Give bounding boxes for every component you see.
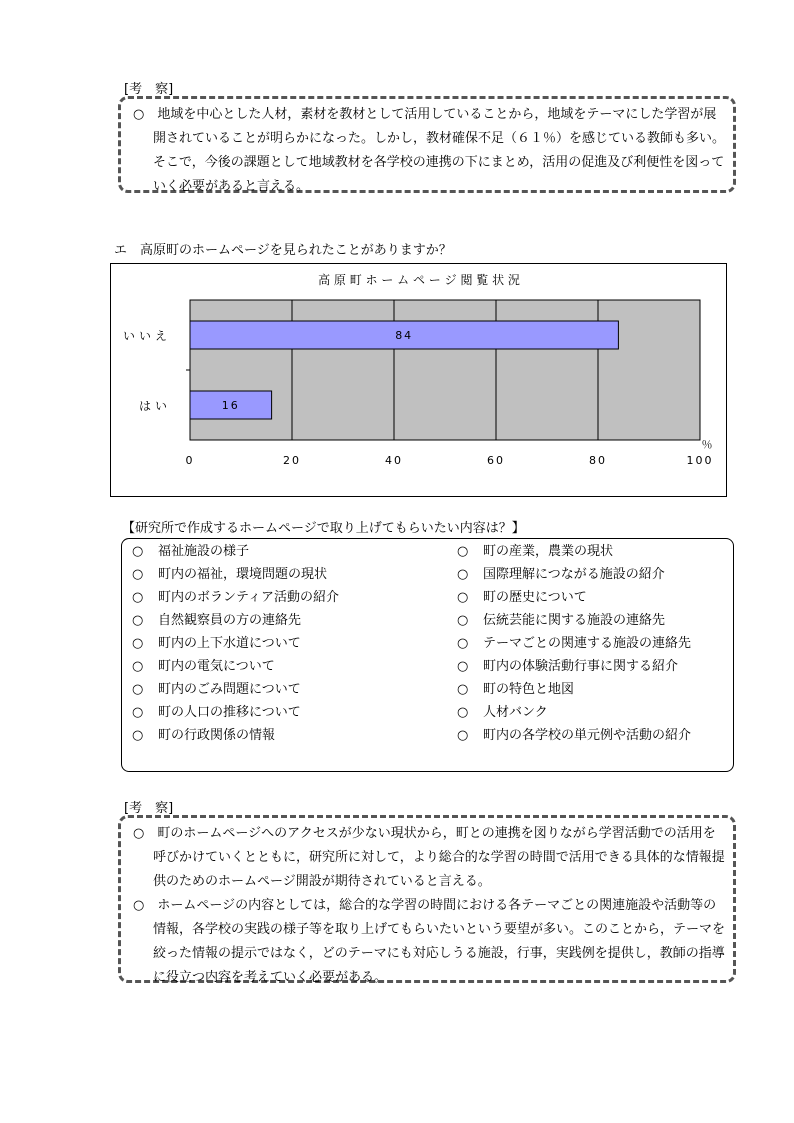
circle-marker: ○ xyxy=(457,567,469,582)
list-item xyxy=(457,609,691,632)
chart-title: 高 原 町 ホ ー ム ペ ー ジ 閲 覧 状 況 xyxy=(318,273,520,287)
list-item-text: 福祉施設の様子 xyxy=(158,544,250,559)
list-item-text: 町内の電気について xyxy=(158,659,275,674)
list-item-text: 町の歴史について xyxy=(483,590,587,605)
list-item xyxy=(132,632,339,655)
list-item-text: 町内の各学校の単元例や活動の紹介 xyxy=(483,728,692,743)
circle-marker: ○ xyxy=(457,544,469,559)
bar-data-label: 16 xyxy=(221,399,240,412)
x-tick-label: 0 xyxy=(185,454,195,467)
x-tick-label: 100 xyxy=(686,454,714,467)
list-item xyxy=(457,724,691,747)
list-item xyxy=(132,609,339,632)
circle-marker: ○ xyxy=(457,590,469,605)
content-request-list xyxy=(121,538,734,772)
list-item-text: 町の特色と地図 xyxy=(483,682,575,697)
list-item xyxy=(132,563,339,586)
circle-marker: ○ xyxy=(457,728,469,743)
list-item-text: 自然観察員の方の連絡先 xyxy=(158,613,302,628)
list-item xyxy=(457,586,691,609)
circle-marker: ○ xyxy=(457,705,469,720)
list-item-text: 国際理解につながる施設の紹介 xyxy=(483,567,665,582)
list-item xyxy=(457,540,691,563)
chart-frame xyxy=(110,263,727,497)
list-item xyxy=(457,701,691,724)
list-item xyxy=(132,655,339,678)
list-heading: 【研究所で作成するホームページで取り上げてもらいたい内容は？】 xyxy=(122,521,525,536)
section1-heading: [考 察] xyxy=(124,82,174,97)
circle-marker: ○ xyxy=(132,705,144,720)
circle-marker: ○ xyxy=(132,682,144,697)
section2-paragraph-1: ○ 町のホームページへのアクセスが少ない現状から，町との連携を図りながら学習活動での活用を呼びかけていくとともに，研究所に対して，より総合的な学習の時間で活用できる具体的な情報提供のためのホームページ開設が期待されていると言える。 xyxy=(133,826,725,889)
y-category-label: はい xyxy=(138,399,171,413)
list-item xyxy=(457,678,691,701)
list-item xyxy=(132,724,339,747)
list-item-text: 町の産業，農業の現状 xyxy=(483,544,614,559)
circle-marker: ○ xyxy=(132,590,144,605)
list-item-text: 町内のボランティア活動の紹介 xyxy=(158,590,339,605)
circle-marker: ○ xyxy=(132,728,144,743)
circle-marker: ○ xyxy=(132,613,144,628)
section2-heading: [考 察] xyxy=(124,801,174,816)
section1-box xyxy=(118,96,736,193)
question-text: エ 高原町のホームページを見られたことがありますか？ xyxy=(114,243,452,258)
bar-chart xyxy=(111,264,726,496)
bar-data-label: 84 xyxy=(395,329,414,342)
list-item-text: 町の行政関係の情報 xyxy=(158,728,276,743)
list-item-text: 町内の上下水道について xyxy=(158,636,301,651)
circle-marker: ○ xyxy=(132,544,144,559)
circle-marker: ○ xyxy=(457,659,469,674)
circle-marker: ○ xyxy=(132,636,144,651)
x-tick-label: 40 xyxy=(385,454,403,467)
list-item-text: 町内の福祉，環境問題の現状 xyxy=(158,567,328,582)
list-item xyxy=(457,655,691,678)
circle-marker: ○ xyxy=(457,636,469,651)
list-item xyxy=(457,632,691,655)
list-item xyxy=(132,701,339,724)
chart-unit-label: ％ xyxy=(701,438,713,451)
list-item xyxy=(132,586,339,609)
circle-marker: ○ xyxy=(457,682,469,697)
list-item xyxy=(132,540,339,563)
list-item xyxy=(132,678,339,701)
y-category-label: いいえ xyxy=(122,329,171,343)
circle-marker: ○ xyxy=(457,613,469,628)
section2-box xyxy=(118,815,736,983)
x-tick-label: 20 xyxy=(283,454,301,467)
list-item xyxy=(457,563,691,586)
list-item-text: 町の人口の推移について xyxy=(158,705,301,720)
list-item-text: 伝統芸能に関する施設の連絡先 xyxy=(483,613,666,628)
list-item-text: 人材バンク xyxy=(483,705,548,720)
section2-paragraph-2: ○ ホームページの内容としては，総合的な学習の時間における各テーマごとの関連施設や活動等の情報，各学校の実践の様子等を取り上げてもらいたいという要望が多い。このことから，テーマを絞った情報の提示ではなく，どのテーマにも対応しうる施設，行事，実践例を提供し，教師の指導に役立つ内容を考えていく必要がある。 xyxy=(133,898,726,985)
circle-marker: ○ xyxy=(132,659,144,674)
section1-paragraph: ○ 地域を中心とした人材，素材を教材として活用していることから，地域をテーマにした学習が展開されていることが明らかになった。しかし，教材確保不足（６１％）を感じている教師も多い。そこで，今後の課題として地域教材を各学校の連携の下にまとめ，活用の促進及び利便性を図っていく必要があると言える。 xyxy=(133,107,726,194)
list-right-column xyxy=(457,540,691,747)
circle-marker: ○ xyxy=(132,567,144,582)
list-item-text: 町内の体験活動行事に関する紹介 xyxy=(483,659,679,674)
list-item-text: テーマごとの関連する施設の連絡先 xyxy=(483,636,692,651)
x-tick-label: 60 xyxy=(487,454,505,467)
list-left-column xyxy=(132,540,339,747)
x-tick-label: 80 xyxy=(589,454,607,467)
list-item-text: 町内のごみ問題について xyxy=(158,682,301,697)
